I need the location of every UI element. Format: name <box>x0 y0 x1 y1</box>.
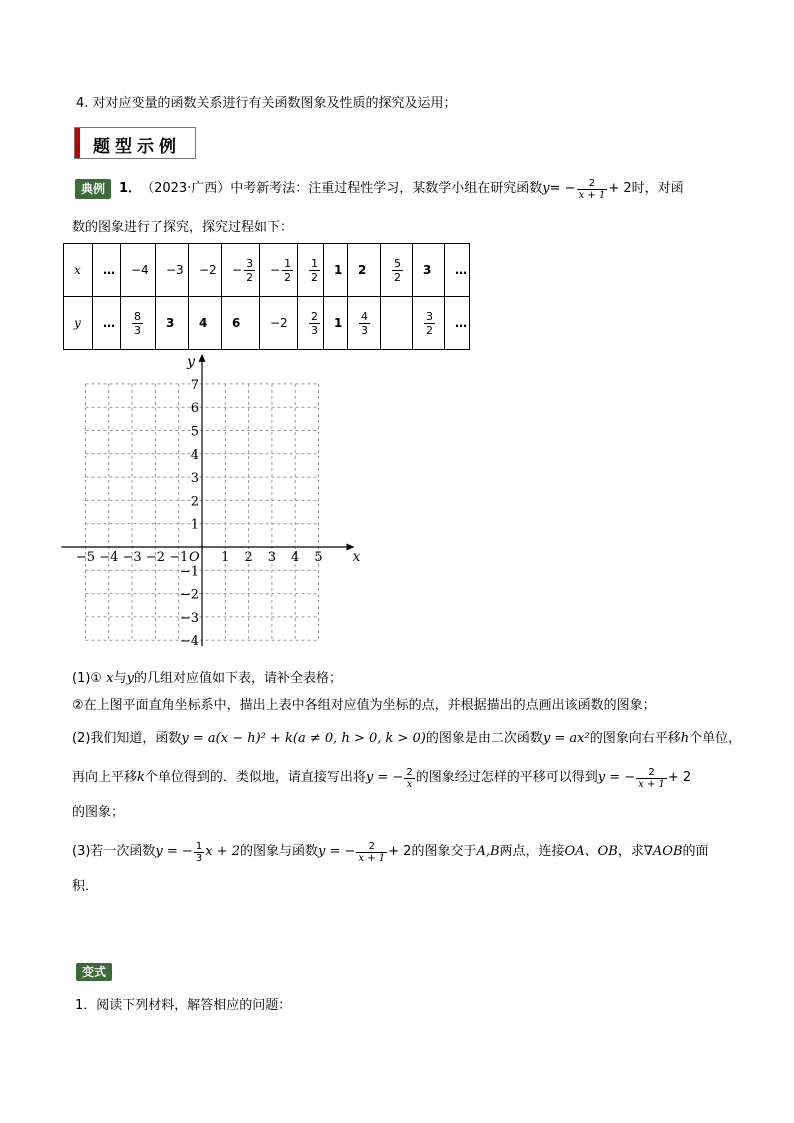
variant-tag: 变式 <box>76 963 112 981</box>
table-cell <box>298 297 324 350</box>
numerator: 1 <box>311 256 318 270</box>
q2-text-2a: 再向上平移 <box>72 770 138 785</box>
question-2-line-3: 的图象； <box>72 805 125 820</box>
q3-triangle: ∇AOB <box>643 844 683 859</box>
q1-label: (1)① <box>72 671 103 686</box>
banner-accent-bar <box>75 128 80 158</box>
q2-f2-num: 2 <box>636 767 667 779</box>
example-text-after: 时，对函 <box>631 181 684 196</box>
section-title: 题型示例 <box>93 137 181 157</box>
q3-text-c: 的图象交于 <box>411 844 477 859</box>
example-source: （2023·广西） <box>141 181 231 196</box>
y-tick-label: 6 <box>190 401 199 417</box>
q2-h: h <box>680 731 690 746</box>
y-tick-label: 4 <box>190 447 199 463</box>
func-denominator: x + 1 <box>578 189 606 201</box>
q3-f1-fraction <box>194 841 204 864</box>
numerator: 2 <box>311 309 318 323</box>
x-tick-label: 5 <box>314 550 323 565</box>
table-cell <box>298 244 324 297</box>
q2-f1-num: 2 <box>406 766 413 778</box>
example-line-1 <box>75 176 684 202</box>
table-cell: 3 <box>413 244 445 297</box>
section-banner <box>74 127 196 159</box>
origin-label: O <box>189 550 200 565</box>
denominator: 2 <box>284 270 292 284</box>
table-cell: −4 <box>121 244 156 297</box>
y-tick-label: 3 <box>190 471 199 487</box>
table-cell <box>121 297 156 350</box>
question-1-b: ②在上图平面直角坐标系中，描出上表中各组对应值为坐标的点，并根据描出的点画出该函数的图象； <box>72 698 656 713</box>
table-cell <box>381 244 413 297</box>
example-line-2: 数的图象进行了探究，探究过程如下： <box>72 220 294 235</box>
y-tick-label: 2 <box>190 494 199 510</box>
table-cell: … <box>93 297 121 350</box>
row-label-x: x <box>64 244 93 297</box>
intro-item: 4. 对对应变量的函数关系进行有关函数图象及性质的探究及运用； <box>76 96 457 111</box>
question-3-line-2: 积． <box>72 879 99 894</box>
q2-text: 的图象是由二次函数 <box>425 731 543 746</box>
table-cell: 1 <box>324 297 348 350</box>
table-cell <box>260 244 298 297</box>
q2-k: k <box>137 770 145 785</box>
x-tick-label: −1 <box>169 550 189 565</box>
q1-and: 与 <box>113 671 127 686</box>
q3-text-d: 两点，连接 <box>499 844 565 859</box>
q3-f2-num: 2 <box>356 841 387 853</box>
table-cell: … <box>445 297 470 350</box>
cell-fraction <box>359 310 370 337</box>
q3-ob: OB <box>597 844 618 859</box>
denominator: 2 <box>426 323 433 337</box>
q2-f2-lhs: y = − <box>597 770 636 785</box>
minus-sign: − <box>232 262 243 277</box>
q3-sep: 、 <box>584 844 598 859</box>
q2-f2-den: x + 1 <box>638 778 665 790</box>
q3-points-ab: A,B <box>476 844 500 859</box>
table-cell: 3 <box>156 297 189 350</box>
q2-f1-lhs: y = − <box>365 770 404 785</box>
table-cell: … <box>93 244 121 297</box>
question-1-a <box>72 670 342 688</box>
x-tick-label: −5 <box>75 550 96 565</box>
q2-text-2c: 的图象经过怎样的平移可以得到 <box>415 770 598 785</box>
y-tick-label: −4 <box>179 634 199 650</box>
x-tick-label: 1 <box>221 550 230 565</box>
q3-label: (3)若一次函数 <box>72 844 156 859</box>
q2-formula-2: y = ax² <box>542 731 590 746</box>
y-axis-arrow <box>199 354 206 362</box>
q2-text-2b: 个单位得到的．类似地，请直接写出将 <box>144 770 366 785</box>
numerator: 1 <box>284 256 292 270</box>
example-tag: 典例 <box>75 179 111 199</box>
denominator: 2 <box>394 270 401 284</box>
variant-item: 1．阅读下列材料，解答相应的问题： <box>75 998 292 1013</box>
q2-f2-fraction <box>636 767 667 790</box>
variant-tag-wrap <box>76 961 112 980</box>
y-tick-label: −1 <box>179 564 199 580</box>
func-numerator: 2 <box>577 178 608 190</box>
question-3-line-1 <box>72 838 709 866</box>
x-tick-label: −2 <box>145 550 165 565</box>
y-tick-label: 1 <box>190 517 199 533</box>
q3-oa: OA <box>564 844 585 859</box>
value-table <box>63 243 470 350</box>
table-cell: 4 <box>189 297 222 350</box>
table-cell: 1 <box>324 244 348 297</box>
q1-var-y: y <box>126 671 134 686</box>
q3-f1-lhs: y = − <box>155 844 193 859</box>
table-cell: 2 <box>348 244 381 297</box>
func-y: y <box>542 181 550 196</box>
question-2-line-1 <box>72 730 741 748</box>
q2-f2-tail: + 2 <box>667 770 692 785</box>
table-cell <box>348 297 381 350</box>
q3-text-e: ，求 <box>617 844 644 859</box>
q2-unit: 个单位， <box>689 731 742 746</box>
table-row-x <box>64 244 470 297</box>
cell-fraction <box>282 257 293 284</box>
numerator: 8 <box>134 309 141 323</box>
cell-fraction <box>424 310 435 337</box>
y-axis-label: y <box>187 353 195 370</box>
y-tick-label: −2 <box>179 587 199 603</box>
q1-text: 的几组对应值如下表，请补全表格； <box>133 671 342 686</box>
table-cell: −2 <box>260 297 298 350</box>
table-cell: 6 <box>222 297 260 350</box>
minus-sign: − <box>270 262 281 277</box>
numerator: 4 <box>361 309 368 323</box>
x-tick-label: −3 <box>122 550 142 565</box>
q3-text-b: 的图象与函数 <box>239 844 318 859</box>
x-tick-label: −4 <box>99 550 119 565</box>
denominator: 3 <box>311 323 318 337</box>
func-eq: = − <box>549 181 576 196</box>
question-2-line-2 <box>72 764 691 792</box>
numerator: 3 <box>426 309 433 323</box>
cell-fraction <box>132 310 143 337</box>
q2-f1-den: x <box>406 778 413 790</box>
x-tick-label: 3 <box>267 550 277 565</box>
q3-f1-den: 3 <box>195 852 203 864</box>
example-text: 中考新考法：注重过程性学习，某数学小组在研究函数 <box>230 181 543 196</box>
denominator: 3 <box>361 323 368 337</box>
q2-text-end: 的图象向右平移 <box>589 731 681 746</box>
q1-var-x: x <box>106 671 114 686</box>
cell-fraction <box>309 257 320 284</box>
table-cell <box>222 244 260 297</box>
func-fraction <box>577 178 608 201</box>
y-tick-label: 7 <box>190 377 199 393</box>
coordinate-plane <box>60 352 380 652</box>
cell-fraction <box>392 257 403 284</box>
q3-f2-den: x + 1 <box>358 852 386 864</box>
q2-label: (2)我们知道，函数 <box>72 731 182 746</box>
table-cell: … <box>445 244 470 297</box>
y-tick-label: 5 <box>190 424 199 440</box>
q3-text-f: 的面 <box>682 844 709 859</box>
denominator: 3 <box>134 323 141 337</box>
q2-f1-fraction <box>404 767 414 790</box>
table-cell <box>381 297 413 350</box>
q3-f2-tail: + 2 <box>388 844 412 859</box>
denominator: 2 <box>246 270 254 284</box>
q3-f1-num: 1 <box>195 840 203 852</box>
table-cell <box>413 297 445 350</box>
numerator: 3 <box>246 256 254 270</box>
q3-f2-lhs: y = − <box>317 844 356 859</box>
q2-formula: y = a(x − h)² + k(a ≠ 0, h > 0, k > 0) <box>181 731 426 746</box>
table-row-y <box>64 297 470 350</box>
table-cell: −2 <box>189 244 222 297</box>
row-label-y: y <box>64 297 93 350</box>
numerator: 5 <box>394 256 401 270</box>
example-number: 1． <box>119 181 142 196</box>
x-axis-label: x <box>352 549 361 565</box>
cell-fraction <box>244 257 255 284</box>
denominator: 2 <box>311 270 318 284</box>
x-tick-label: 4 <box>291 550 300 565</box>
x-tick-label: 2 <box>244 550 253 565</box>
table-cell: −3 <box>156 244 189 297</box>
q3-f2-fraction <box>356 841 387 864</box>
y-tick-label: −3 <box>179 610 199 626</box>
cell-fraction <box>309 310 320 337</box>
func-tail: + 2 <box>608 181 632 196</box>
q3-f1-tail: x + 2 <box>205 844 240 859</box>
